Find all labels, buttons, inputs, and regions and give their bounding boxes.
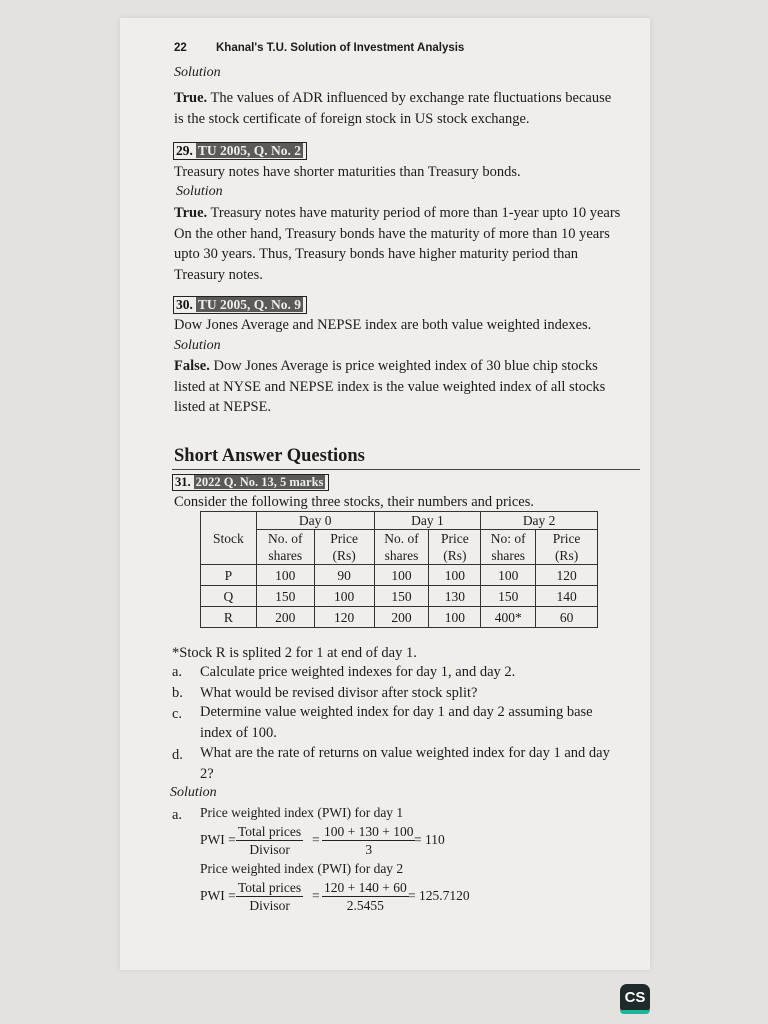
- equals-sign: =: [312, 888, 320, 903]
- table-header-row: [201, 512, 598, 530]
- q29-answer-line-2: On the other hand, Treasury bonds have the maturity of more than 10 years: [174, 226, 610, 242]
- stock-column-header: Stock: [201, 512, 257, 565]
- sub-header: Price (Rs): [429, 530, 481, 565]
- page-number: 22: [174, 42, 187, 54]
- q30-answer-line-3: listed at NEPSE.: [174, 399, 272, 415]
- stock-table: [200, 511, 598, 628]
- table-cell: 140: [536, 586, 598, 607]
- table-cell: R: [201, 607, 257, 628]
- q29-statement: Treasury notes have shorter maturities than Treasury bonds.: [174, 164, 521, 180]
- q29-answer-line-3: upto 30 years. Thus, Treasury bonds have higher maturity period than: [174, 246, 579, 262]
- table-cell: Q: [201, 586, 257, 607]
- table-subheader-row: [201, 530, 598, 565]
- table-cell: 100: [314, 586, 374, 607]
- sub-header: Price (Rs): [314, 530, 374, 565]
- q28-answer-line-2: is the stock certificate of foreign stock in US stock exchange.: [174, 111, 530, 127]
- item-letter: d.: [172, 747, 183, 763]
- sub-header: No. of shares: [256, 530, 314, 565]
- table-cell: 200: [374, 607, 429, 628]
- pwi-day1-label: Price weighted index (PWI) for day 1: [200, 805, 404, 820]
- table-cell: 60: [536, 607, 598, 628]
- equals-sign: =: [312, 832, 320, 847]
- item-text: Calculate price weighted indexes for day 1, and day 2.: [200, 664, 516, 680]
- table-cell: 150: [481, 586, 536, 607]
- book-title: Khanal's T.U. Solution of Investment Analysis: [216, 42, 465, 54]
- camscanner-logo: CS: [620, 984, 650, 1014]
- formula-fraction: Total prices Divisor: [238, 824, 302, 857]
- pwi-day2-label: Price weighted index (PWI) for day 2: [200, 861, 404, 876]
- table-cell: 100: [481, 565, 536, 586]
- day-header: Day 2: [481, 512, 598, 530]
- q29-answer-line-4: Treasury notes.: [174, 267, 263, 283]
- table-cell: 100: [429, 607, 481, 628]
- day-header: Day 0: [256, 512, 374, 530]
- table-row: [201, 607, 598, 628]
- section-heading: Short Answer Questions: [174, 446, 365, 466]
- q31-intro: Consider the following three stocks, their numbers and prices.: [174, 494, 535, 510]
- table-cell: 120: [314, 607, 374, 628]
- question-tag-31: 31. 2022 Q. No. 13, 5 marks: [172, 474, 329, 491]
- table-cell: 130: [429, 586, 481, 607]
- table-cell: 150: [256, 586, 314, 607]
- pwi-symbol: PWI =: [200, 888, 236, 903]
- item-text: What are the rate of returns on value weighted index for day 1 and day: [200, 745, 610, 761]
- item-letter: a.: [172, 664, 183, 680]
- item-letter: b.: [172, 685, 183, 701]
- q30-answer-line-2: listed at NYSE and NEPSE index is the value weighted index of all stocks: [174, 379, 606, 395]
- table-cell: 90: [314, 565, 374, 586]
- question-tag-30: 30. TU 2005, Q. No. 9: [173, 296, 307, 314]
- item-text: index of 100.: [200, 725, 277, 741]
- formula-fraction: Total prices Divisor: [238, 880, 302, 913]
- question-tag-29: 29. TU 2005, Q. No. 2: [173, 142, 307, 160]
- sub-header: No: of shares: [481, 530, 536, 565]
- table-cell: P: [201, 565, 257, 586]
- day1-fraction: $\frac{100 + 130 + 100}{3}$: [324, 824, 414, 857]
- table-cell: 100: [374, 565, 429, 586]
- item-text: What would be revised divisor after stock split?: [200, 685, 478, 701]
- solution-label: Solution: [176, 184, 223, 199]
- item-letter: a.: [172, 807, 183, 823]
- table-row: [201, 586, 598, 607]
- q30-answer-line-1: False. Dow Jones Average is price weighted index of 30 blue chip stocks: [174, 358, 598, 374]
- sub-header: Price (Rs): [536, 530, 598, 565]
- table-cell: 120: [536, 565, 598, 586]
- day2-result: = 125.7120: [408, 888, 470, 903]
- solution-label: Solution: [174, 65, 221, 80]
- sub-header: No. of shares: [374, 530, 429, 565]
- table-cell: 100: [256, 565, 314, 586]
- q29-answer-line-1: True. Treasury notes have maturity period of more than 1-year upto 10 years: [174, 205, 621, 221]
- item-letter: c.: [172, 706, 183, 722]
- day-header: Day 1: [374, 512, 481, 530]
- table-row: [201, 565, 598, 586]
- solution-label: Solution: [174, 338, 221, 353]
- day1-result: = 110: [414, 832, 445, 847]
- q30-statement: Dow Jones Average and NEPSE index are both value weighted indexes.: [174, 317, 592, 333]
- solution-label: Solution: [170, 785, 217, 800]
- q28-answer-line-1: True. The values of ADR influenced by exchange rate fluctuations because: [174, 90, 612, 106]
- item-text: Determine value weighted index for day 1 and day 2 assuming base: [200, 704, 593, 720]
- item-text: 2?: [200, 766, 214, 782]
- day2-fraction: $\frac{120 + 140 + 60}{2.5455}$: [324, 880, 407, 913]
- table-cell: 200: [256, 607, 314, 628]
- table-footnote: *Stock R is splited 2 for 1 at end of day 1.: [172, 645, 417, 661]
- pwi-symbol: PWI =: [200, 832, 236, 847]
- section-divider: [172, 469, 640, 470]
- table-cell: 400*: [481, 607, 536, 628]
- table-cell: 150: [374, 586, 429, 607]
- table-cell: 100: [429, 565, 481, 586]
